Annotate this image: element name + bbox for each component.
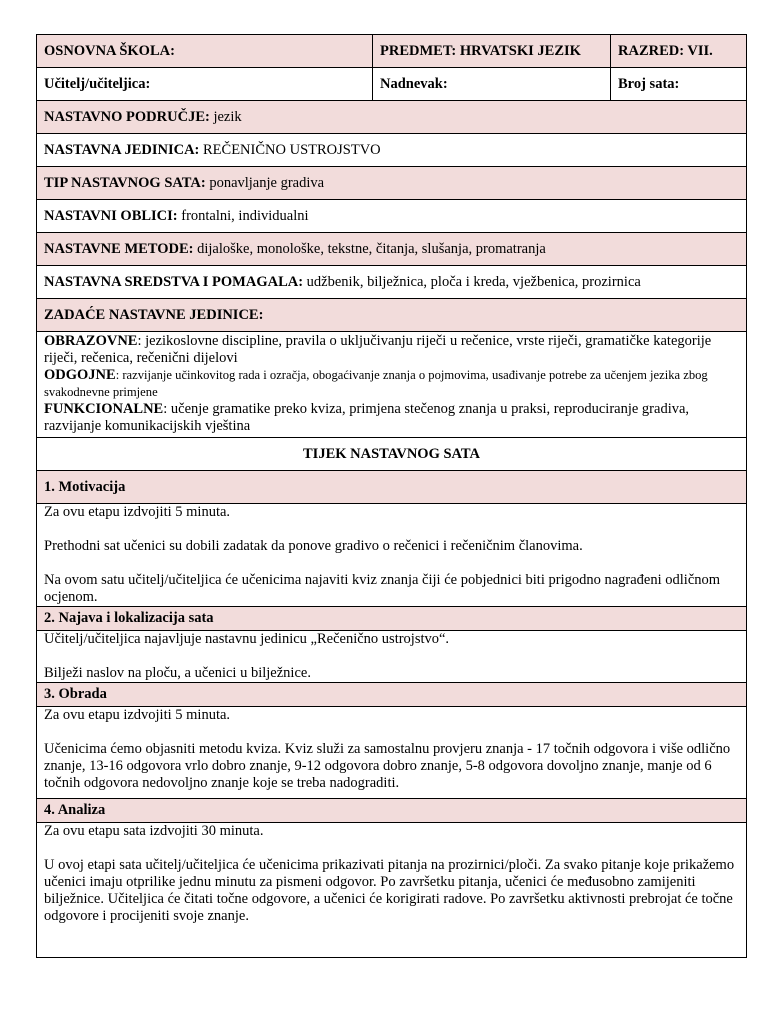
- aids-label: NASTAVNA SREDSTVA I POMAGALA:: [44, 273, 304, 290]
- section-2-body: [37, 631, 747, 683]
- goal-functional: [44, 401, 739, 435]
- section-4-paragraph: U ovoj etapi sata učitelj/učiteljica će učenicima prikazivati pitanja na prozirnici/ploči. Za svako pitanje koje prikažemo učenici imaju otprilike jednu minutu za pismeni odgovor. Po završetku pitanja, učenici će međusobno zamijeniti bilježnice. Učiteljica će čitati točne odgovore, a učenici će korigirati radove. Po završetku aktivnosti prebrojat će točne odgovore i procijeniti svoje znanje.: [44, 857, 735, 924]
- flow-title: TIJEK NASTAVNOG SATA: [37, 438, 747, 471]
- area-row: [37, 101, 747, 134]
- methods-row: [37, 233, 747, 266]
- section-3-paragraph: Učenicima ćemo objasniti metodu kviza. Kviz služi za samostalnu provjeru znanja - 17 točnih odgovora i više odlično znanje, 13-16 odgovora vrlo dobro znanje, 9-12 odgovora dobro znanje, 5-8 odgovora dovoljno znanje, manje od 6 točnih odgovora nedovoljno znanje koje se treba nadograditi.: [44, 741, 731, 791]
- goal-educational-text: : jezikoslovne discipline, pravila o uključivanju riječi u rečenice, vrste riječi, gramatičke kategorije riječi, rečenica, rečenični dijelovi: [44, 333, 712, 366]
- section-4-paragraph: Za ovu etapu sata izdvojiti 30 minuta.: [44, 823, 264, 839]
- lesson-plan-table: [36, 34, 747, 958]
- unit-row: [37, 134, 747, 167]
- lesson-type-value: ponavljanje gradiva: [209, 174, 325, 191]
- lesson-type-label: TIP NASTAVNOG SATA:: [44, 174, 206, 191]
- header-row: [37, 35, 747, 68]
- goal-functional-label: FUNKCIONALNE: [44, 401, 164, 417]
- forms-row: [37, 200, 747, 233]
- section-3-paragraph: Za ovu etapu izdvojiti 5 minuta.: [44, 707, 231, 723]
- goal-educational-label: OBRAZOVNE: [44, 333, 138, 349]
- forms-label: NASTAVNI OBLICI:: [44, 207, 178, 224]
- area-label: NASTAVNO PODRUČJE:: [44, 108, 210, 125]
- teacher-cell: Učitelj/učiteljica:: [37, 68, 373, 101]
- section-1-paragraph: Prethodni sat učenici su dobili zadatak da ponove gradivo o rečenici i rečeničnim članovima.: [44, 538, 583, 554]
- goal-educational: [44, 333, 739, 367]
- section-2-paragraph: Učitelj/učiteljica najavljuje nastavnu jedinicu „Rečenično ustrojstvo“.: [44, 631, 450, 647]
- section-1-title: 1. Motivacija: [37, 471, 747, 504]
- methods-value: dijaloške, monološke, tekstne, čitanja, slušanja, promatranja: [197, 240, 546, 257]
- lesson-plan-sheet: [36, 34, 746, 958]
- lesson-type-row: [37, 167, 747, 200]
- goal-upbringing: [44, 367, 739, 401]
- aids-value: udžbenik, bilježnica, ploča i kreda, vježbenica, prozirnica: [306, 273, 641, 290]
- school-cell: OSNOVNA ŠKOLA:: [37, 35, 373, 68]
- subject-cell: PREDMET: HRVATSKI JEZIK: [373, 35, 611, 68]
- section-1-paragraph: Na ovom satu učitelj/učiteljica će učenicima najaviti kviz znanja čiji će pobjednici biti prigodno nagrađeni odličnom ocjenom.: [44, 572, 721, 605]
- tasks-heading: ZADAĆE NASTAVNE JEDINICE:: [37, 299, 747, 332]
- section-1-body: [37, 504, 747, 607]
- section-2-title: 2. Najava i lokalizacija sata: [37, 607, 747, 631]
- aids-row: [37, 266, 747, 299]
- goal-functional-text: : učenje gramatike preko kviza, primjena stečenog znanja u praksi, reproduciranje gradiva, razvijanje komunikacijskih vještina: [44, 401, 690, 434]
- date-cell: Nadnevak:: [373, 68, 611, 101]
- unit-value: REČENIČNO USTROJSTVO: [203, 141, 381, 158]
- section-2-paragraph: Bilježi naslov na ploču, a učenici u bilježnice.: [44, 665, 311, 681]
- lesson-number-cell: Broj sata:: [611, 68, 747, 101]
- section-4-body: [37, 823, 747, 958]
- goals-cell: [37, 332, 747, 438]
- section-1-paragraph: Za ovu etapu izdvojiti 5 minuta.: [44, 504, 231, 520]
- section-4-title: 4. Analiza: [37, 799, 747, 823]
- goal-upbringing-label: ODGOJNE: [44, 367, 116, 383]
- section-3-title: 3. Obrada: [37, 683, 747, 707]
- grade-cell: RAZRED: VII.: [611, 35, 747, 68]
- teacher-row: [37, 68, 747, 101]
- section-3-body: [37, 707, 747, 799]
- forms-value: frontalni, individualni: [181, 207, 309, 224]
- methods-label: NASTAVNE METODE:: [44, 240, 194, 257]
- unit-label: NASTAVNA JEDINICA:: [44, 141, 200, 158]
- goal-upbringing-text: : razvijanje učinkovitog rada i ozračja, obogaćivanje znanja o pojmovima, usađivanje potrebe za učenjem jezika zbog svakodnevne primjene: [44, 368, 708, 399]
- area-value: jezik: [213, 108, 242, 125]
